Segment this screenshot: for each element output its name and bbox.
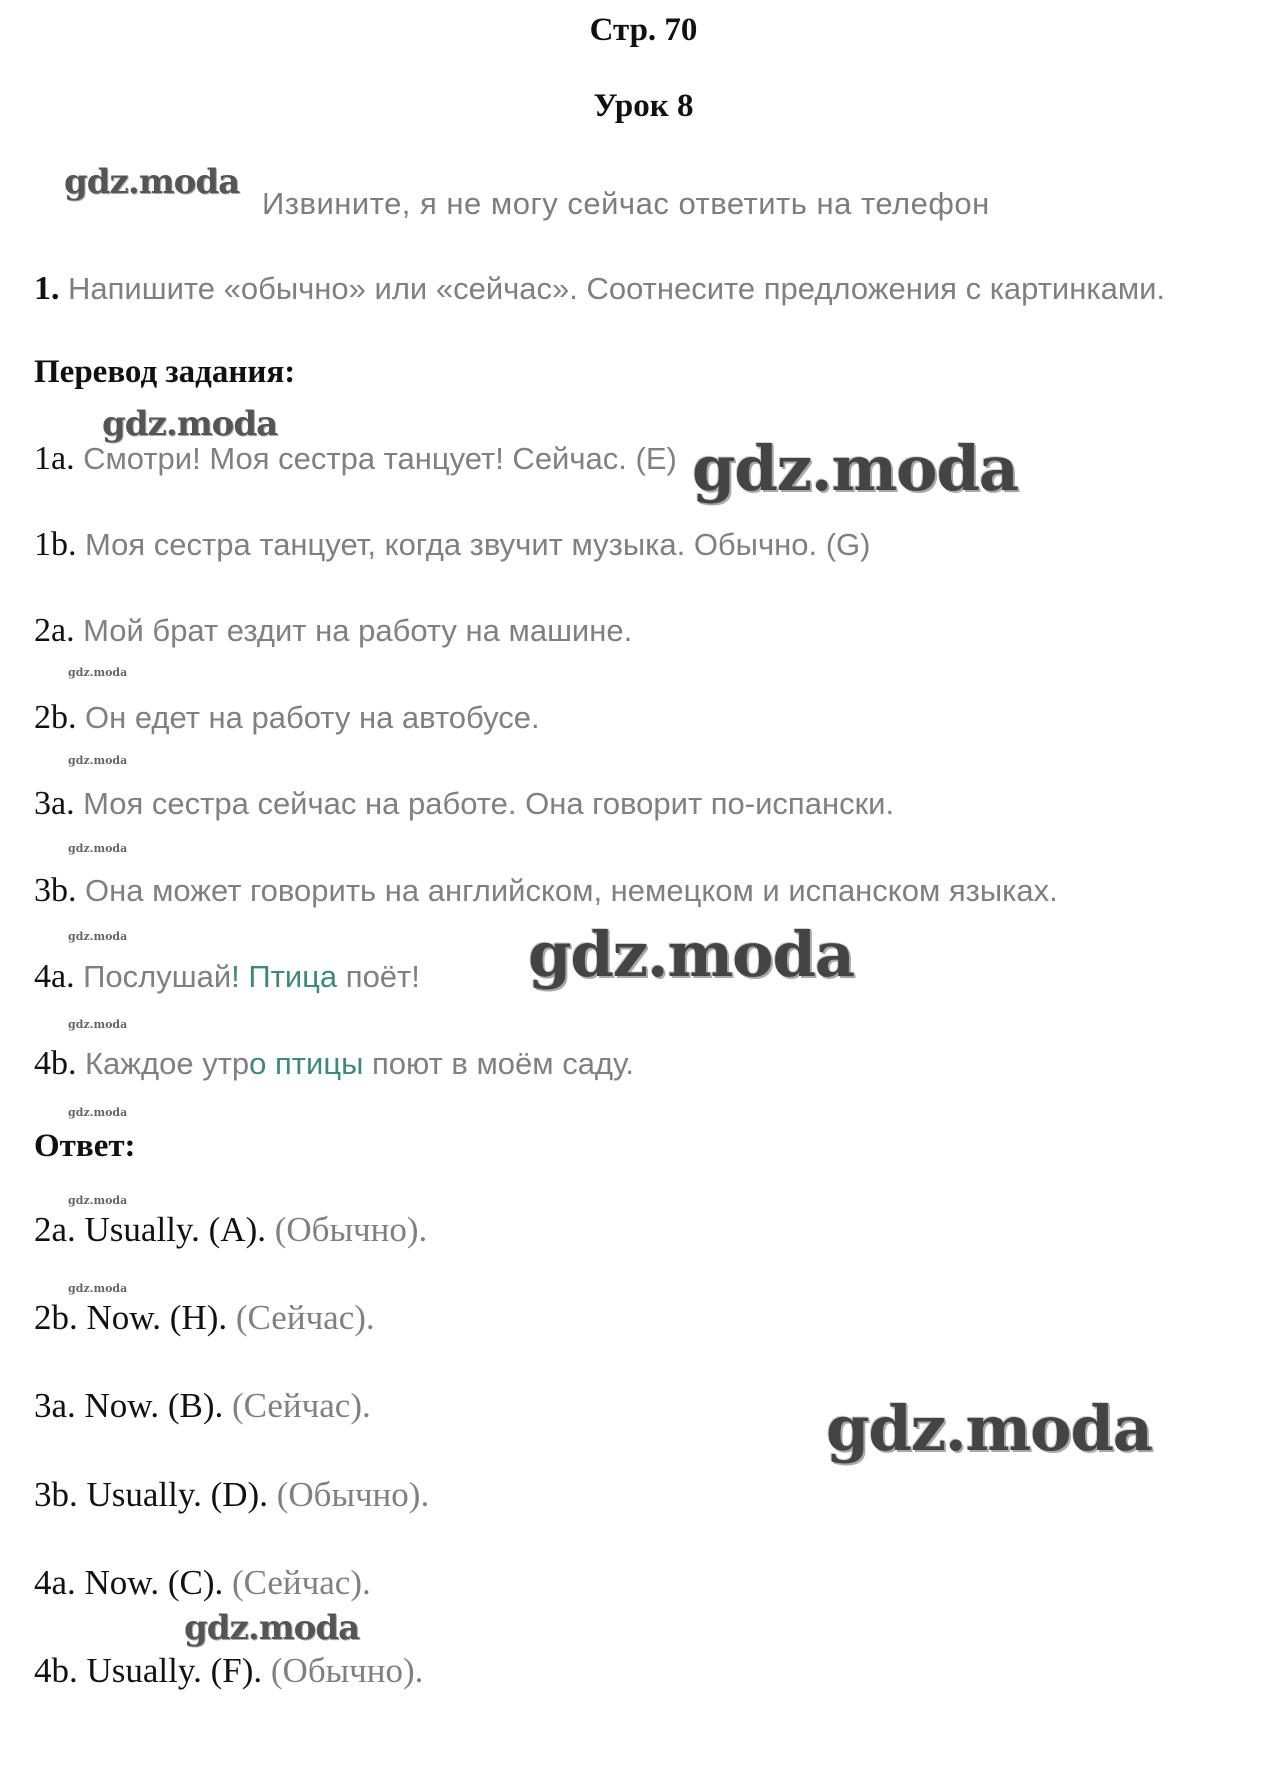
item-text: Смотри! Моя сестра танцует! Сейчас. (E) xyxy=(83,441,677,476)
translation-title: Перевод задания: xyxy=(34,354,296,390)
translation-item-2a xyxy=(34,612,632,650)
item-number: 3a. xyxy=(34,785,75,822)
item-number: 2a. xyxy=(34,612,75,649)
item-number: 1b. xyxy=(34,526,77,563)
watermark-small: gdz.moda xyxy=(68,1282,128,1295)
answer-item-4a xyxy=(34,1563,371,1603)
answer-item-2a xyxy=(34,1210,427,1250)
task-text: Напишите «обычно» или «сейчас». Соотнесите предложения с картинками. xyxy=(68,271,1166,306)
watermark-logo: gdz.moda xyxy=(184,1608,360,1648)
watermark-small: gdz.moda xyxy=(68,1106,128,1119)
answer-title: Ответ: xyxy=(34,1128,136,1164)
answer-item-3b xyxy=(34,1475,429,1515)
watermark-logo: gdz.moda xyxy=(64,162,240,202)
answer-translation: (Сейчас). xyxy=(231,1563,371,1602)
item-text-part-b: ! Птица xyxy=(231,959,338,994)
item-text: Он едет на работу на автобусе. xyxy=(85,700,540,735)
item-text: Моя сестра танцует, когда звучит музыка. Обычно. (G) xyxy=(85,527,871,562)
translation-item-1a xyxy=(34,440,677,478)
watermark-small: gdz.moda xyxy=(68,1018,128,1031)
translation-item-4a xyxy=(34,958,420,996)
item-text-part-a: Послушай xyxy=(83,959,232,994)
watermark-small: gdz.moda xyxy=(68,1194,128,1207)
lesson-heading: Урок 8 xyxy=(593,88,694,124)
translation-item-3b xyxy=(34,872,1058,910)
item-number: 1a. xyxy=(34,440,75,477)
item-text-part-a: Каждое утр xyxy=(85,1046,250,1081)
translation-item-2b xyxy=(34,699,540,737)
item-text-part-b: о птицы xyxy=(249,1046,364,1081)
answer-item-2b xyxy=(34,1298,375,1338)
answer-item-4b xyxy=(34,1651,423,1691)
watermark-small: gdz.moda xyxy=(68,930,128,943)
translation-item-4b xyxy=(34,1045,634,1083)
page-number-heading: Стр. 70 xyxy=(589,12,698,48)
answer-main: 4a. Now. (C). xyxy=(34,1563,224,1602)
watermark-small: gdz.moda xyxy=(68,754,128,767)
answer-translation: (Сейчас). xyxy=(235,1298,375,1337)
watermark-logo: gdz.moda xyxy=(102,404,278,444)
answer-translation: (Обычно). xyxy=(270,1651,424,1690)
answer-main: 4b. Usually. (F). xyxy=(34,1651,263,1690)
answer-main: 3b. Usually. (D). xyxy=(34,1475,268,1514)
answer-item-3a xyxy=(34,1386,371,1426)
answer-translation: (Обычно). xyxy=(274,1210,428,1249)
translation-item-3a xyxy=(34,785,894,823)
answer-main: 3a. Now. (B). xyxy=(34,1386,224,1425)
lesson-subtitle: Извините, я не могу сейчас ответить на телефон xyxy=(262,186,990,221)
watermark-logo: gdz.moda xyxy=(528,918,854,991)
task-instruction xyxy=(34,270,1165,308)
answer-main: 2a. Usually. (A). xyxy=(34,1210,266,1249)
item-text: Моя сестра сейчас на работе. Она говорит по-испански. xyxy=(83,786,895,821)
watermark-small: gdz.moda xyxy=(68,842,128,855)
item-text-part-c: поёт! xyxy=(337,959,420,994)
item-number: 2b. xyxy=(34,699,77,736)
translation-item-1b xyxy=(34,526,870,564)
item-text: Мой брат ездит на работу на машине. xyxy=(83,613,633,648)
item-number: 4b. xyxy=(34,1045,77,1082)
answer-main: 2b. Now. (H). xyxy=(34,1298,228,1337)
task-number: 1. xyxy=(34,270,60,307)
answer-translation: (Обычно). xyxy=(276,1475,430,1514)
item-number: 4a. xyxy=(34,958,75,995)
item-text: Она может говорить на английском, немецком и испанском языках. xyxy=(85,873,1058,908)
item-number: 3b. xyxy=(34,872,77,909)
answer-translation: (Сейчас). xyxy=(231,1386,371,1425)
watermark-small: gdz.moda xyxy=(68,666,128,679)
watermark-logo: gdz.moda xyxy=(826,1392,1152,1465)
item-text-part-c: поют в моём саду. xyxy=(363,1046,635,1081)
watermark-logo: gdz.moda xyxy=(692,432,1018,505)
